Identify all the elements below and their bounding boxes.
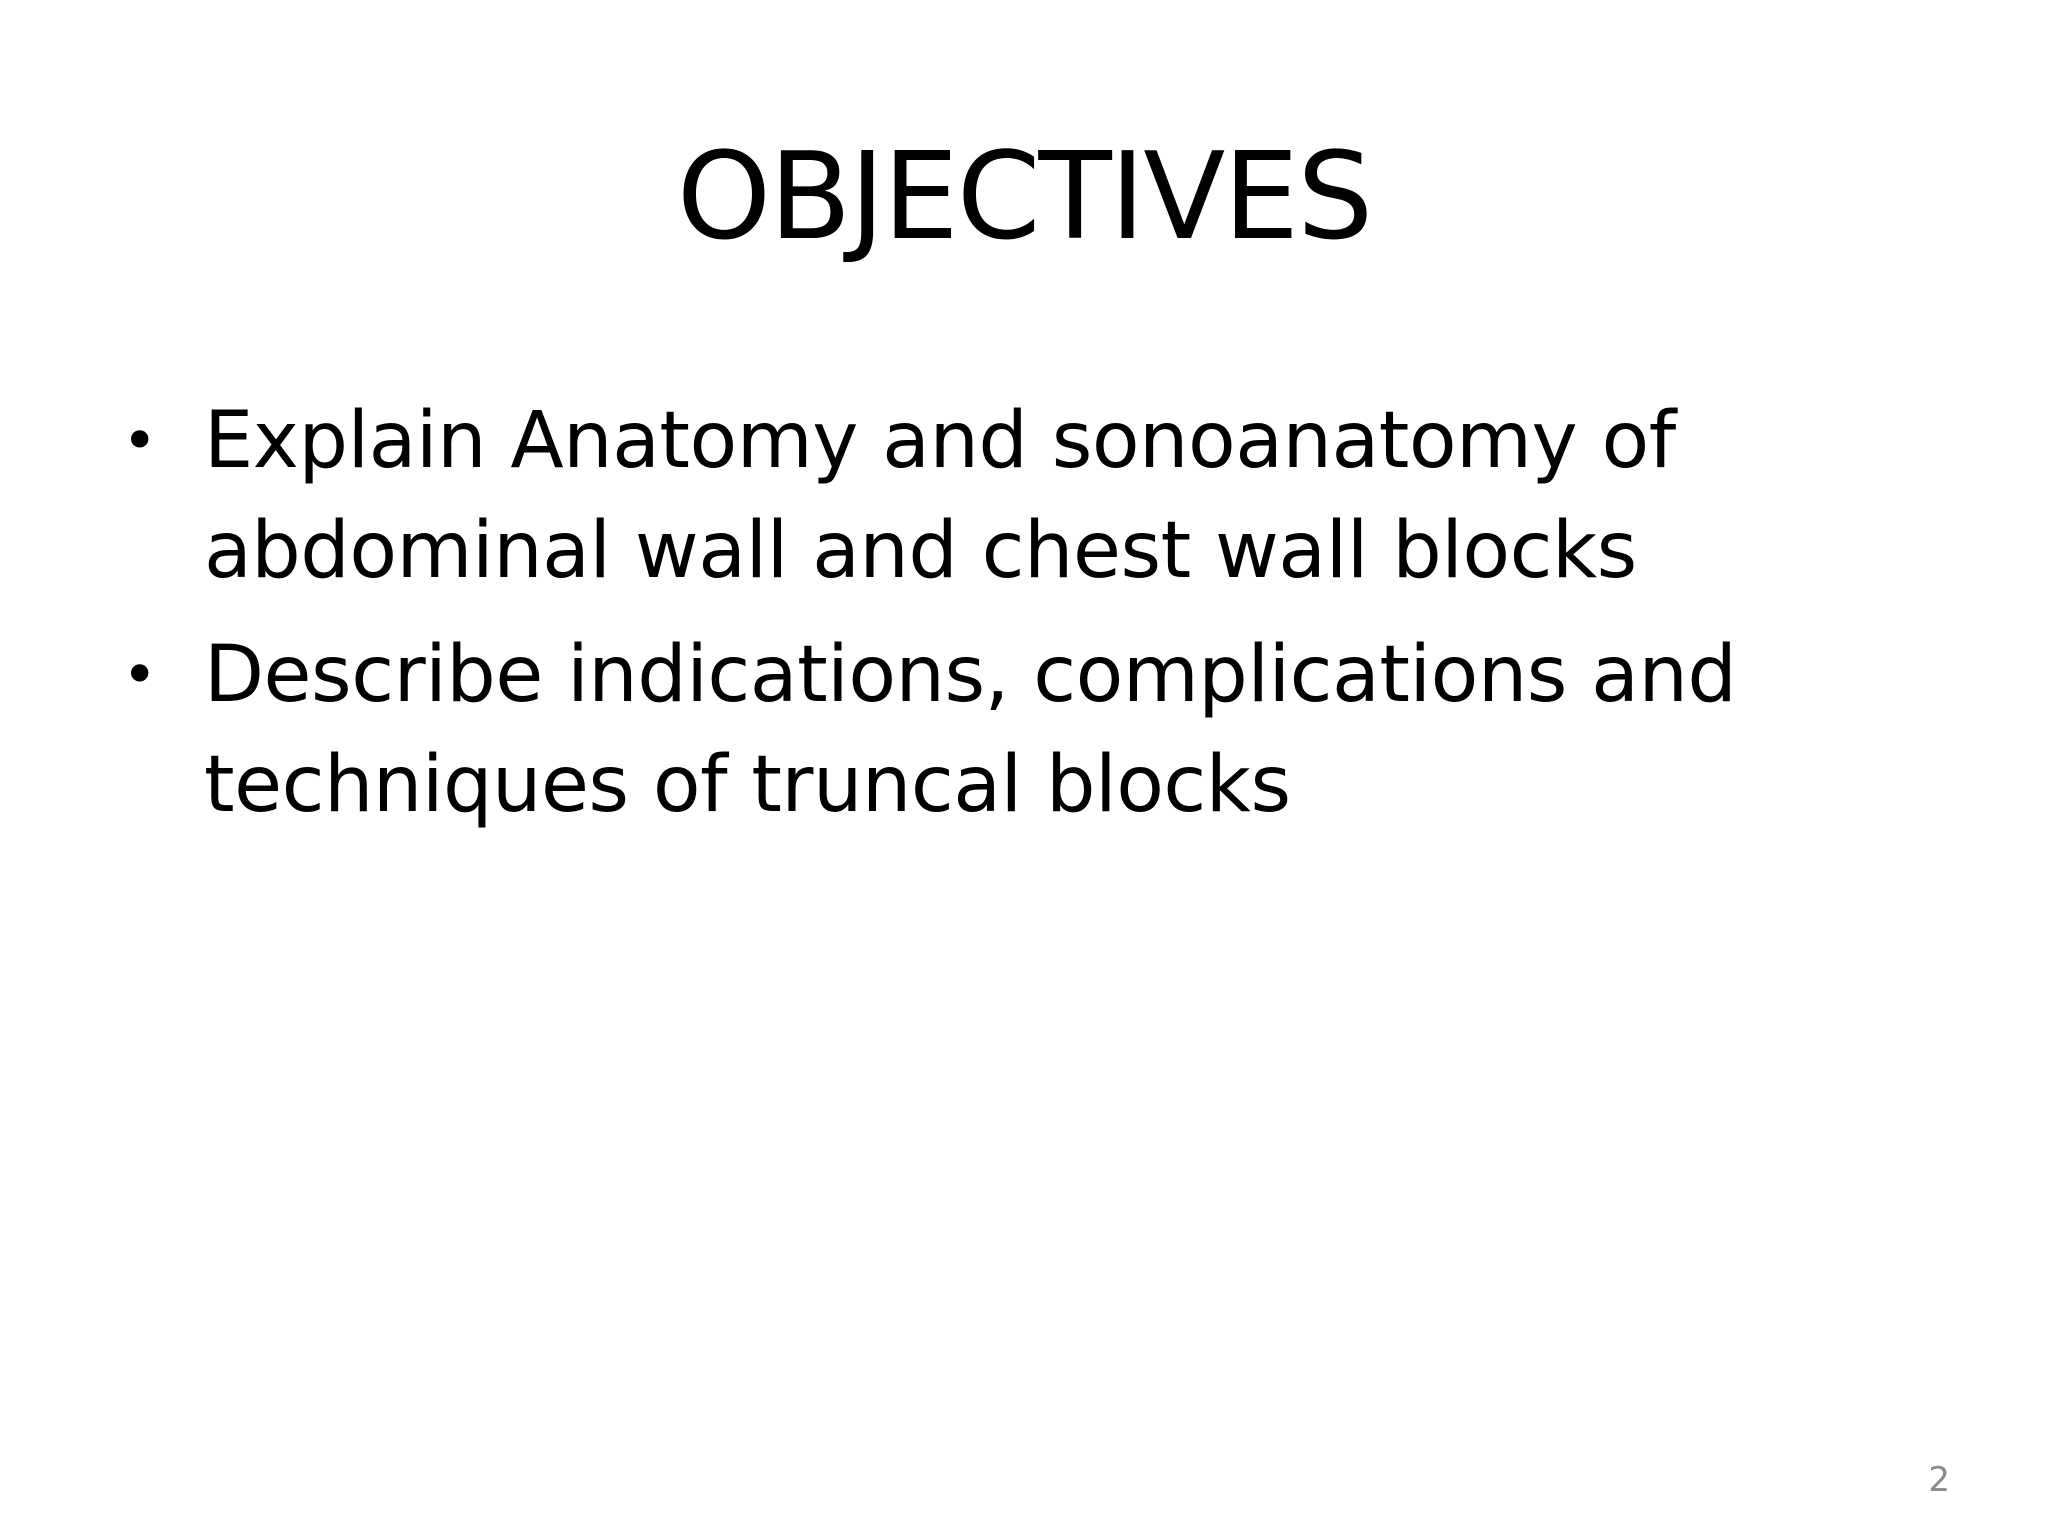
bullet-text: Explain Anatomy and sonoanatomy of abdominal wall and chest wall blocks <box>204 396 1676 596</box>
list-item <box>122 620 1922 840</box>
slide-title: OBJECTIVES <box>676 128 1372 267</box>
bullet-marker: • <box>122 406 157 476</box>
list-item <box>122 386 1922 606</box>
objectives-list <box>122 386 1922 854</box>
bullet-marker: • <box>122 640 157 710</box>
bullet-text: Describe indications, complications and techniques of truncal blocks <box>204 630 1737 830</box>
slide-number: 2 <box>1928 1460 1950 1500</box>
